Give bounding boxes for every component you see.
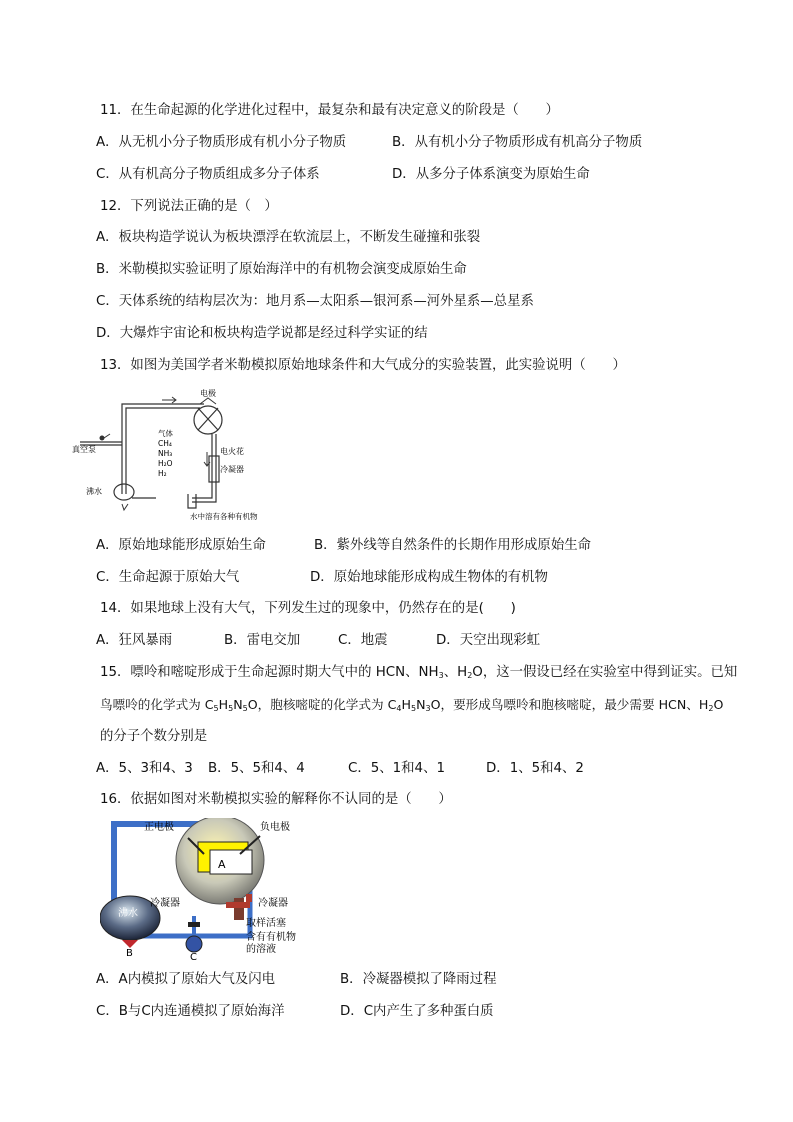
q16-label-B: B bbox=[126, 948, 133, 959]
q16-label-C: C bbox=[190, 952, 197, 960]
q15-stem-line1: 15．嘌呤和嘧啶形成于生命起源时期大气中的 HCN、$NH_3$、$H_2O$，这一假设已经在实验室中得到证实。已知 bbox=[100, 665, 738, 680]
q16-stem: 16．依据如图对米勒模拟实验的解释你不认同的是（ ） bbox=[100, 792, 452, 807]
q12-option-b: B．米勒模拟实验证明了原始海洋中的有机物会演变成原始生命 bbox=[96, 262, 467, 277]
q16-label-positive-electrode: 正电极 bbox=[144, 822, 174, 833]
q11-option-d: D．从多分子体系演变为原始生命 bbox=[392, 167, 590, 182]
q16-option-c: C．B与C内连通模拟了原始海洋 bbox=[96, 1004, 285, 1019]
q13-miller-apparatus-figure bbox=[72, 386, 282, 522]
q16-label-solution-line2: 的溶液 bbox=[246, 944, 276, 955]
q14-option-c: C．地震 bbox=[338, 633, 388, 648]
q11-option-c: C．从有机高分子物质组成多分子体系 bbox=[96, 167, 320, 182]
q16-label-negative-electrode: 负电极 bbox=[260, 822, 290, 833]
q13-option-b: B．紫外线等自然条件的长期作用形成原始生命 bbox=[314, 538, 591, 553]
q16-label-solution-line1: 含有有机物 bbox=[246, 932, 296, 943]
q13-option-a: A．原始地球能形成原始生命 bbox=[96, 538, 266, 553]
q13-label-ch4: CH₄ bbox=[158, 439, 172, 448]
q15-option-a: A．5、3和4、3 bbox=[96, 761, 193, 776]
q12-option-d: D．大爆炸宇宙论和板块构造学说都是经过科学实证的结 bbox=[96, 326, 428, 341]
q14-option-d: D．天空出现彩虹 bbox=[436, 633, 541, 648]
q13-label-electrode: 电极 bbox=[200, 389, 216, 398]
q15-option-b: B．5、5和4、4 bbox=[208, 761, 305, 776]
q16-option-a: A．A内模拟了原始大气及闪电 bbox=[96, 972, 276, 987]
q13-label-gas: 气体 bbox=[158, 429, 173, 438]
q14-option-b: B．雷电交加 bbox=[224, 633, 301, 648]
q16-label-A: A bbox=[218, 858, 226, 871]
q13-label-boiling: 沸水 bbox=[86, 487, 102, 496]
q13-label-spark: 电火花 bbox=[220, 447, 244, 456]
q15-stem-line2: 鸟嘌呤的化学式为 $C_5H_5N_5O$，胞核嘧啶的化学式为 $C_4H_5N_3O$，要形成鸟嘌呤和胞核嘧啶，最少需要 HCN、$H_2O$ bbox=[100, 697, 724, 713]
q15-option-d: D．1、5和4、2 bbox=[486, 761, 584, 776]
q13-stem: 13．如图为美国学者米勒模拟原始地球条件和大气成分的实验装置，此实验说明（ ） bbox=[100, 358, 626, 373]
q13-label-nh3: NH₃ bbox=[158, 449, 173, 458]
q13-label-h2o: H₂O bbox=[158, 459, 173, 468]
q13-figure-caption: 水中溶有各种有机物 bbox=[190, 512, 258, 521]
q12-stem: 12．下列说法正确的是（ ） bbox=[100, 199, 278, 214]
q13-label-pump: 真空泵 bbox=[72, 445, 96, 454]
q15-stem-line3: 的分子个数分别是 bbox=[100, 729, 208, 744]
q15-option-c: C．5、1和4、1 bbox=[348, 761, 445, 776]
q11-option-a: A．从无机小分子物质形成有机小分子物质 bbox=[96, 135, 347, 150]
q14-option-a: A．狂风暴雨 bbox=[96, 633, 173, 648]
q13-option-c: C．生命起源于原始大气 bbox=[96, 570, 240, 585]
q16-option-d: D．C内产生了多种蛋白质 bbox=[340, 1004, 494, 1019]
q13-option-d: D．原始地球能形成构成生物体的有机物 bbox=[310, 570, 548, 585]
q16-label-condenser-2: 冷凝器 bbox=[258, 898, 288, 909]
q16-label-boiling: 沸水 bbox=[118, 908, 138, 919]
q12-option-a: A．板块构造学说认为板块漂浮在软流层上，不断发生碰撞和张裂 bbox=[96, 230, 481, 245]
q14-stem: 14．如果地球上没有大气，下列发生过的现象中，仍然存在的是( ) bbox=[100, 601, 516, 616]
q12-option-c: C．天体系统的结构层次为：地月系—太阳系—银河系—河外星系—总星系 bbox=[96, 294, 534, 309]
q11-option-b: B．从有机小分子物质形成有机高分子物质 bbox=[392, 135, 643, 150]
q13-label-h2: H₂ bbox=[158, 469, 167, 478]
q16-label-sampling-valve: 取样活塞 bbox=[246, 918, 286, 929]
q13-label-condenser: 冷凝器 bbox=[220, 465, 244, 474]
q16-label-condenser-1: 冷凝器 bbox=[150, 898, 180, 909]
q16-miller-apparatus-figure bbox=[100, 818, 360, 960]
q11-stem: 11．在生命起源的化学进化过程中，最复杂和最有决定意义的阶段是（ ） bbox=[100, 103, 559, 118]
q16-option-b: B．冷凝器模拟了降雨过程 bbox=[340, 972, 497, 987]
